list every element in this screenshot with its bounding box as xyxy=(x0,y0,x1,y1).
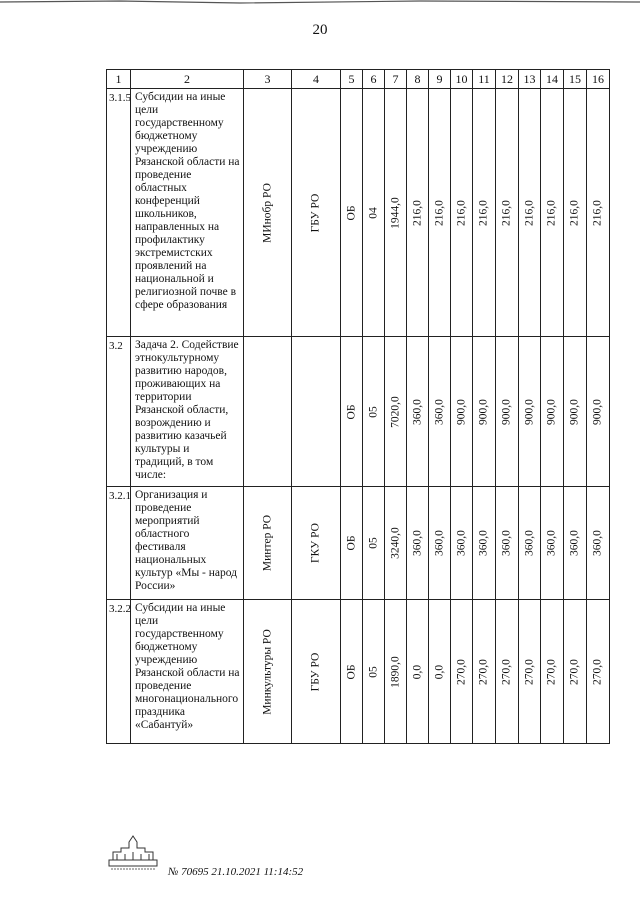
amount-cell-text: 216,0 xyxy=(433,199,445,226)
amount-cell xyxy=(564,600,587,744)
table-header-row xyxy=(107,70,610,89)
item-number: 3.2 xyxy=(107,337,131,487)
executor-cell-text: Минтер РО xyxy=(261,514,273,572)
amount-cell xyxy=(496,487,519,600)
executor-cell-text: МИнобр РО xyxy=(261,182,273,243)
funding-source-cell xyxy=(341,487,363,600)
item-number: 3.1.5 xyxy=(107,89,131,337)
header-cell: 11 xyxy=(473,70,496,89)
executor-cell-text: Минкультуры РО xyxy=(261,628,273,715)
header-cell: 9 xyxy=(429,70,451,89)
amount-cell-text: 360,0 xyxy=(500,530,513,556)
amount-cell-text: 360,0 xyxy=(523,530,535,556)
amount-cell-text: 216,0 xyxy=(411,199,423,226)
amount-cell-text: 360,0 xyxy=(477,530,490,556)
header-cell: 12 xyxy=(496,70,519,89)
budget-code-cell-text: 05 xyxy=(367,405,379,418)
amount-cell xyxy=(496,89,519,337)
amount-cell xyxy=(473,89,496,337)
budget-code-cell xyxy=(363,487,385,600)
executor-cell xyxy=(244,487,292,600)
amount-cell-text: 7020,0 xyxy=(389,395,401,428)
executor-cell xyxy=(244,600,292,744)
amount-cell xyxy=(473,487,496,600)
amount-cell-text: 900,0 xyxy=(500,398,513,425)
amount-cell xyxy=(587,487,610,600)
amount-cell xyxy=(385,337,407,487)
amount-cell xyxy=(496,600,519,744)
amount-cell xyxy=(519,89,541,337)
amount-cell-text: 900,0 xyxy=(523,398,535,425)
funding-source-cell xyxy=(341,337,363,487)
recipient-cell xyxy=(292,487,341,600)
header-cell: 2 xyxy=(131,70,244,89)
amount-cell xyxy=(429,89,451,337)
table-row xyxy=(107,487,610,600)
amount-cell-text: 216,0 xyxy=(568,199,581,226)
amount-cell xyxy=(473,337,496,487)
header-cell: 6 xyxy=(363,70,385,89)
amount-cell-text: 216,0 xyxy=(523,199,535,226)
budget-code-cell xyxy=(363,600,385,744)
table-row xyxy=(107,600,610,744)
amount-cell-text: 270,0 xyxy=(545,658,558,685)
amount-cell-text: 270,0 xyxy=(477,658,490,685)
budget-code-cell xyxy=(363,337,385,487)
header-cell: 7 xyxy=(385,70,407,89)
amount-cell-text: 900,0 xyxy=(568,398,581,425)
amount-cell xyxy=(519,487,541,600)
header-cell: 3 xyxy=(244,70,292,89)
amount-cell xyxy=(385,600,407,744)
amount-cell-text: 360,0 xyxy=(545,530,558,556)
amount-cell xyxy=(541,337,564,487)
amount-cell-text: 900,0 xyxy=(455,398,467,425)
amount-cell xyxy=(429,487,451,600)
recipient-cell-text: ГБУ РО xyxy=(309,652,322,691)
amount-cell xyxy=(564,487,587,600)
executor-cell xyxy=(244,89,292,337)
header-cell: 4 xyxy=(292,70,341,89)
scan-edge-artifact xyxy=(0,0,640,6)
budget-code-cell-text: 04 xyxy=(367,206,379,219)
item-description: Субсидии на иные цели государственному бюджетному учреждению Рязанской области на проведение многонационального праздника «Сабантуй» xyxy=(131,600,244,744)
amount-cell xyxy=(496,337,519,487)
item-number: 3.2.1 xyxy=(107,487,131,600)
funding-source-cell-text: ОБ xyxy=(345,404,357,419)
amount-cell xyxy=(519,337,541,487)
amount-cell-text: 216,0 xyxy=(500,199,513,226)
recipient-cell xyxy=(292,89,341,337)
recipient-cell xyxy=(292,337,341,487)
budget-table xyxy=(106,69,610,744)
header-cell: 15 xyxy=(564,70,587,89)
amount-cell xyxy=(541,600,564,744)
amount-cell-text: 216,0 xyxy=(455,199,467,226)
amount-cell-text: 270,0 xyxy=(455,658,467,685)
executor-cell xyxy=(244,337,292,487)
amount-cell xyxy=(473,600,496,744)
header-cell: 16 xyxy=(587,70,610,89)
table-row xyxy=(107,89,610,337)
amount-cell-text: 1944,0 xyxy=(389,196,401,229)
recipient-cell-text: ГБУ РО xyxy=(309,193,322,232)
funding-source-cell-text: ОБ xyxy=(345,535,357,551)
item-description: Субсидии на иные цели государственному бюджетному учреждению Рязанской области на проведение областных конференций школьников, направленных на профилактику экстремистских проявлений на национальной и религиозной почве в сфере образования xyxy=(131,89,244,337)
amount-cell-text: 216,0 xyxy=(545,199,558,226)
amount-cell-text: 360,0 xyxy=(568,530,581,556)
emblem-stamp xyxy=(103,830,163,872)
amount-cell xyxy=(564,89,587,337)
amount-cell-text: 270,0 xyxy=(591,658,604,685)
amount-cell-text: 900,0 xyxy=(477,398,490,425)
amount-cell xyxy=(451,487,473,600)
amount-cell xyxy=(587,337,610,487)
amount-cell xyxy=(385,487,407,600)
amount-cell-text: 216,0 xyxy=(477,199,490,226)
document-registration-id: № 70695 21.10.2021 11:14:52 xyxy=(168,866,304,878)
amount-cell xyxy=(429,600,451,744)
funding-source-cell-text: ОБ xyxy=(345,664,357,679)
amount-cell-text: 0,0 xyxy=(411,664,423,679)
amount-cell xyxy=(564,337,587,487)
amount-cell xyxy=(407,89,429,337)
amount-cell xyxy=(429,337,451,487)
amount-cell xyxy=(451,600,473,744)
amount-cell xyxy=(451,89,473,337)
amount-cell-text: 900,0 xyxy=(591,398,604,425)
recipient-cell-text: ГКУ РО xyxy=(309,523,322,563)
header-cell: 10 xyxy=(451,70,473,89)
amount-cell-text: 270,0 xyxy=(500,658,513,685)
page-number: 20 xyxy=(312,22,328,38)
item-description: Организация и проведение мероприятий областного фестиваля национальных культур «Мы - народ России» xyxy=(131,487,244,600)
amount-cell xyxy=(587,89,610,337)
header-cell: 1 xyxy=(107,70,131,89)
amount-cell-text: 360,0 xyxy=(411,398,423,425)
amount-cell xyxy=(451,337,473,487)
amount-cell xyxy=(587,600,610,744)
budget-code-cell-text: 05 xyxy=(367,665,379,678)
header-cell: 5 xyxy=(341,70,363,89)
amount-cell-text: 3240,0 xyxy=(389,527,401,559)
amount-cell-text: 270,0 xyxy=(523,658,535,685)
item-description: Задача 2. Содействие этнокультурному развитию народов, проживающих на территории Рязанской области, возрождению и развитию казачьей культуры и традиций, в том числе: xyxy=(131,337,244,487)
amount-cell xyxy=(407,337,429,487)
amount-cell xyxy=(541,89,564,337)
amount-cell xyxy=(407,600,429,744)
header-cell: 14 xyxy=(541,70,564,89)
amount-cell-text: 216,0 xyxy=(591,199,604,226)
recipient-cell xyxy=(292,600,341,744)
amount-cell-text: 270,0 xyxy=(568,658,581,685)
amount-cell-text: 360,0 xyxy=(411,530,423,556)
amount-cell-text: 900,0 xyxy=(545,398,558,425)
amount-cell xyxy=(541,487,564,600)
table-row xyxy=(107,337,610,487)
amount-cell-text: 1890,0 xyxy=(389,655,401,688)
amount-cell-text: 0,0 xyxy=(433,664,445,679)
amount-cell xyxy=(519,600,541,744)
funding-source-cell-text: ОБ xyxy=(345,205,357,220)
budget-code-cell xyxy=(363,89,385,337)
header-cell: 8 xyxy=(407,70,429,89)
amount-cell xyxy=(407,487,429,600)
header-cell: 13 xyxy=(519,70,541,89)
amount-cell-text: 360,0 xyxy=(433,398,445,425)
budget-code-cell-text: 05 xyxy=(367,537,379,549)
amount-cell-text: 360,0 xyxy=(455,530,467,556)
amount-cell-text: 360,0 xyxy=(591,530,604,556)
funding-source-cell xyxy=(341,89,363,337)
amount-cell xyxy=(385,89,407,337)
amount-cell-text: 360,0 xyxy=(433,530,445,556)
funding-source-cell xyxy=(341,600,363,744)
item-number: 3.2.2 xyxy=(107,600,131,744)
